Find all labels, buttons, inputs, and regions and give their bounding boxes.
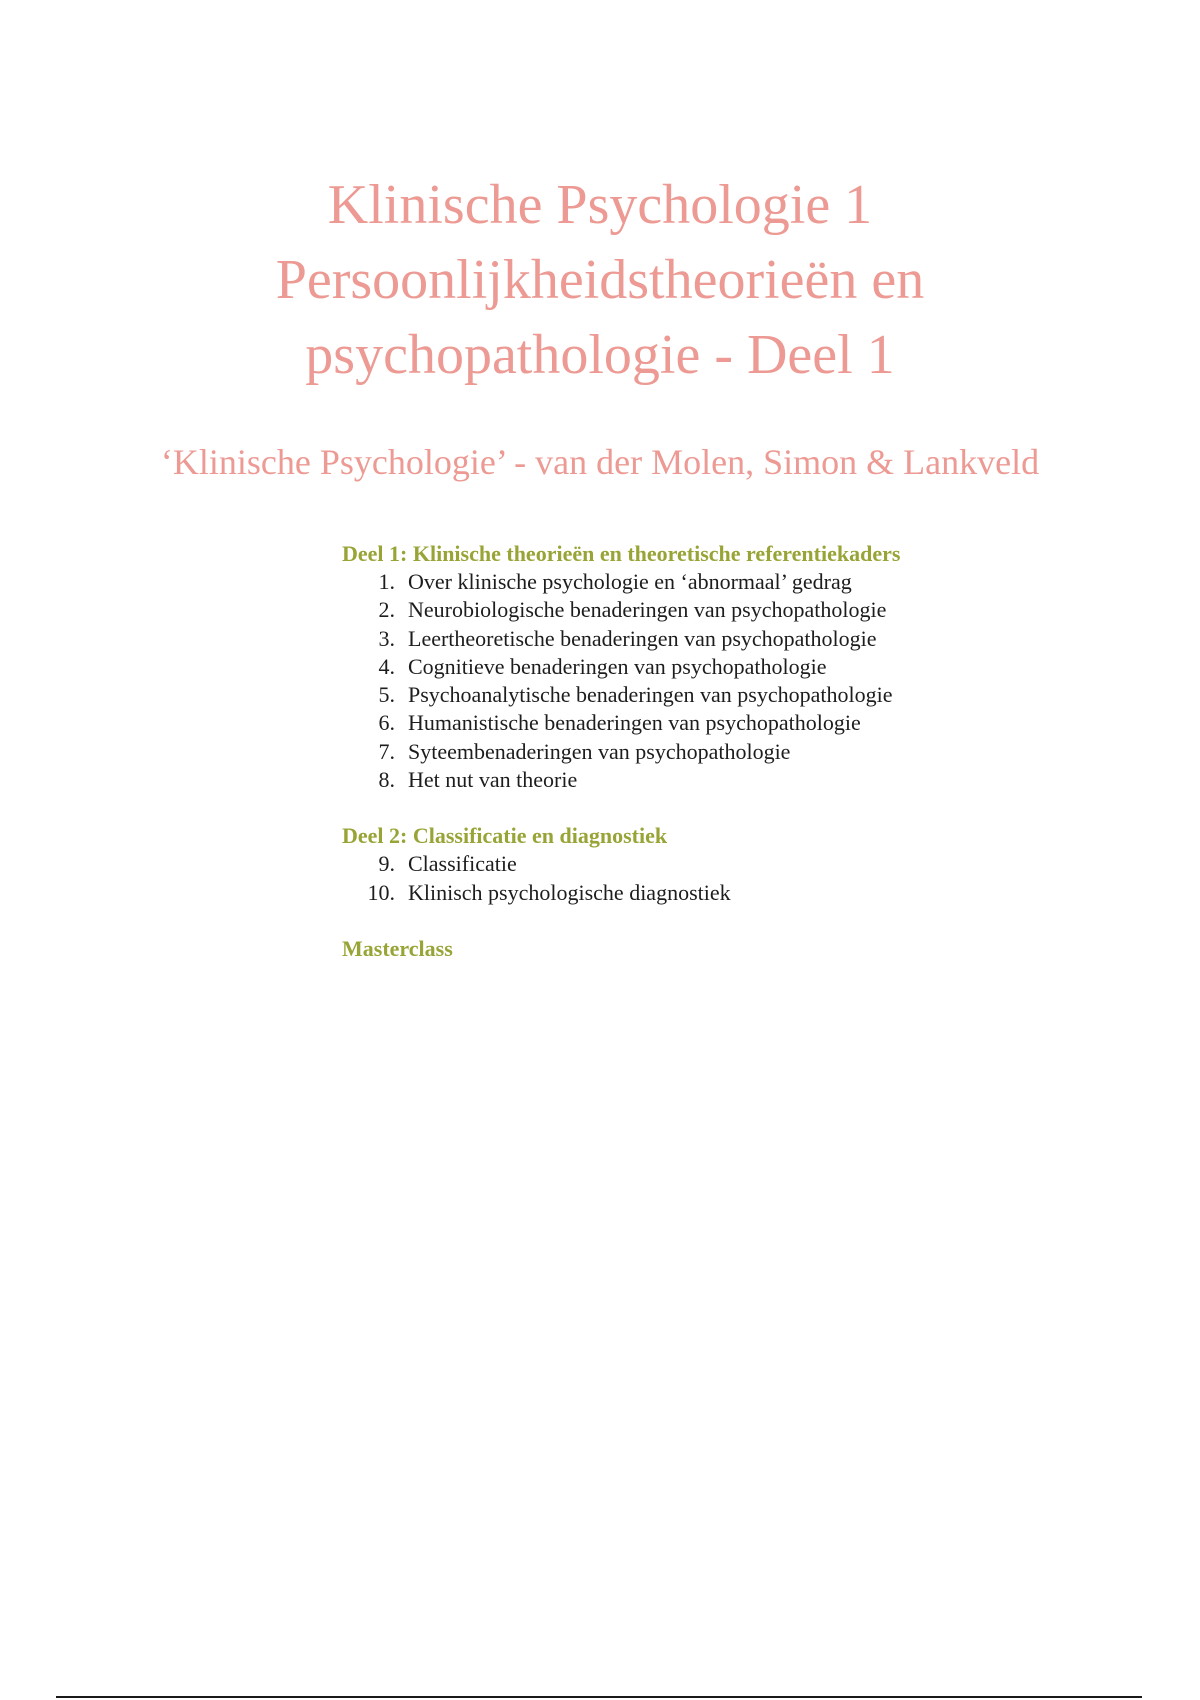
item-label: Psychoanalytische benaderingen van psychopathologie [408, 682, 893, 708]
item-label: Syteembenaderingen van psychopathologie [408, 738, 791, 764]
list-item [342, 625, 1042, 653]
list-item [342, 766, 1042, 794]
item-label: Klinisch psychologische diagnostiek [408, 879, 731, 905]
toc-section-deel-1 [342, 540, 1042, 794]
title-line-2: Persoonlijkheidstheorieën en [275, 249, 925, 311]
toc-section-deel-2 [342, 822, 1042, 907]
item-number: 1. [378, 569, 395, 594]
list-item [342, 879, 1042, 907]
item-number: 10. [367, 879, 395, 905]
footer-divider [56, 1696, 1142, 1698]
item-label: Over klinische psychologie en ‘abnormaal’ gedrag [408, 569, 852, 594]
item-label: Humanistische benaderingen van psychopathologie [408, 710, 861, 736]
section-item-list [342, 850, 1042, 907]
item-label: Neurobiologische benaderingen van psychopathologie [408, 597, 887, 623]
item-label: Classificatie [408, 851, 517, 877]
list-item [342, 850, 1042, 878]
section-item-list [342, 568, 1042, 794]
item-number: 8. [378, 767, 395, 793]
section-heading: Deel 2: Classificatie en diagnostiek [342, 823, 668, 849]
table-of-contents [342, 540, 1042, 991]
item-number: 2. [378, 597, 395, 623]
item-number: 5. [378, 682, 395, 708]
list-item [342, 738, 1042, 766]
title-line-1: Klinische Psychologie 1 [327, 174, 873, 236]
section-heading: Deel 1: Klinische theorieën en theoretische referentiekaders [342, 541, 901, 566]
item-number: 4. [378, 653, 395, 679]
item-number: 6. [378, 710, 395, 736]
list-item [342, 681, 1042, 709]
item-number: 3. [378, 625, 395, 651]
list-item [342, 653, 1042, 681]
toc-section-masterclass [342, 935, 1042, 963]
title-line-3: psychopathologie - Deel 1 [305, 324, 895, 386]
item-label: Leertheoretische benaderingen van psychopathologie [408, 625, 877, 651]
item-label: Het nut van theorie [408, 767, 578, 793]
document-subtitle: ‘Klinische Psychologie’ - van der Molen, Simon & Lankveld [160, 442, 1040, 482]
list-item [342, 568, 1042, 596]
list-item [342, 596, 1042, 624]
section-heading: Masterclass [342, 935, 453, 961]
list-item [342, 709, 1042, 737]
item-number: 7. [378, 738, 395, 764]
document-title [0, 168, 1200, 393]
item-label: Cognitieve benaderingen van psychopathologie [408, 653, 827, 679]
item-number: 9. [378, 851, 395, 877]
